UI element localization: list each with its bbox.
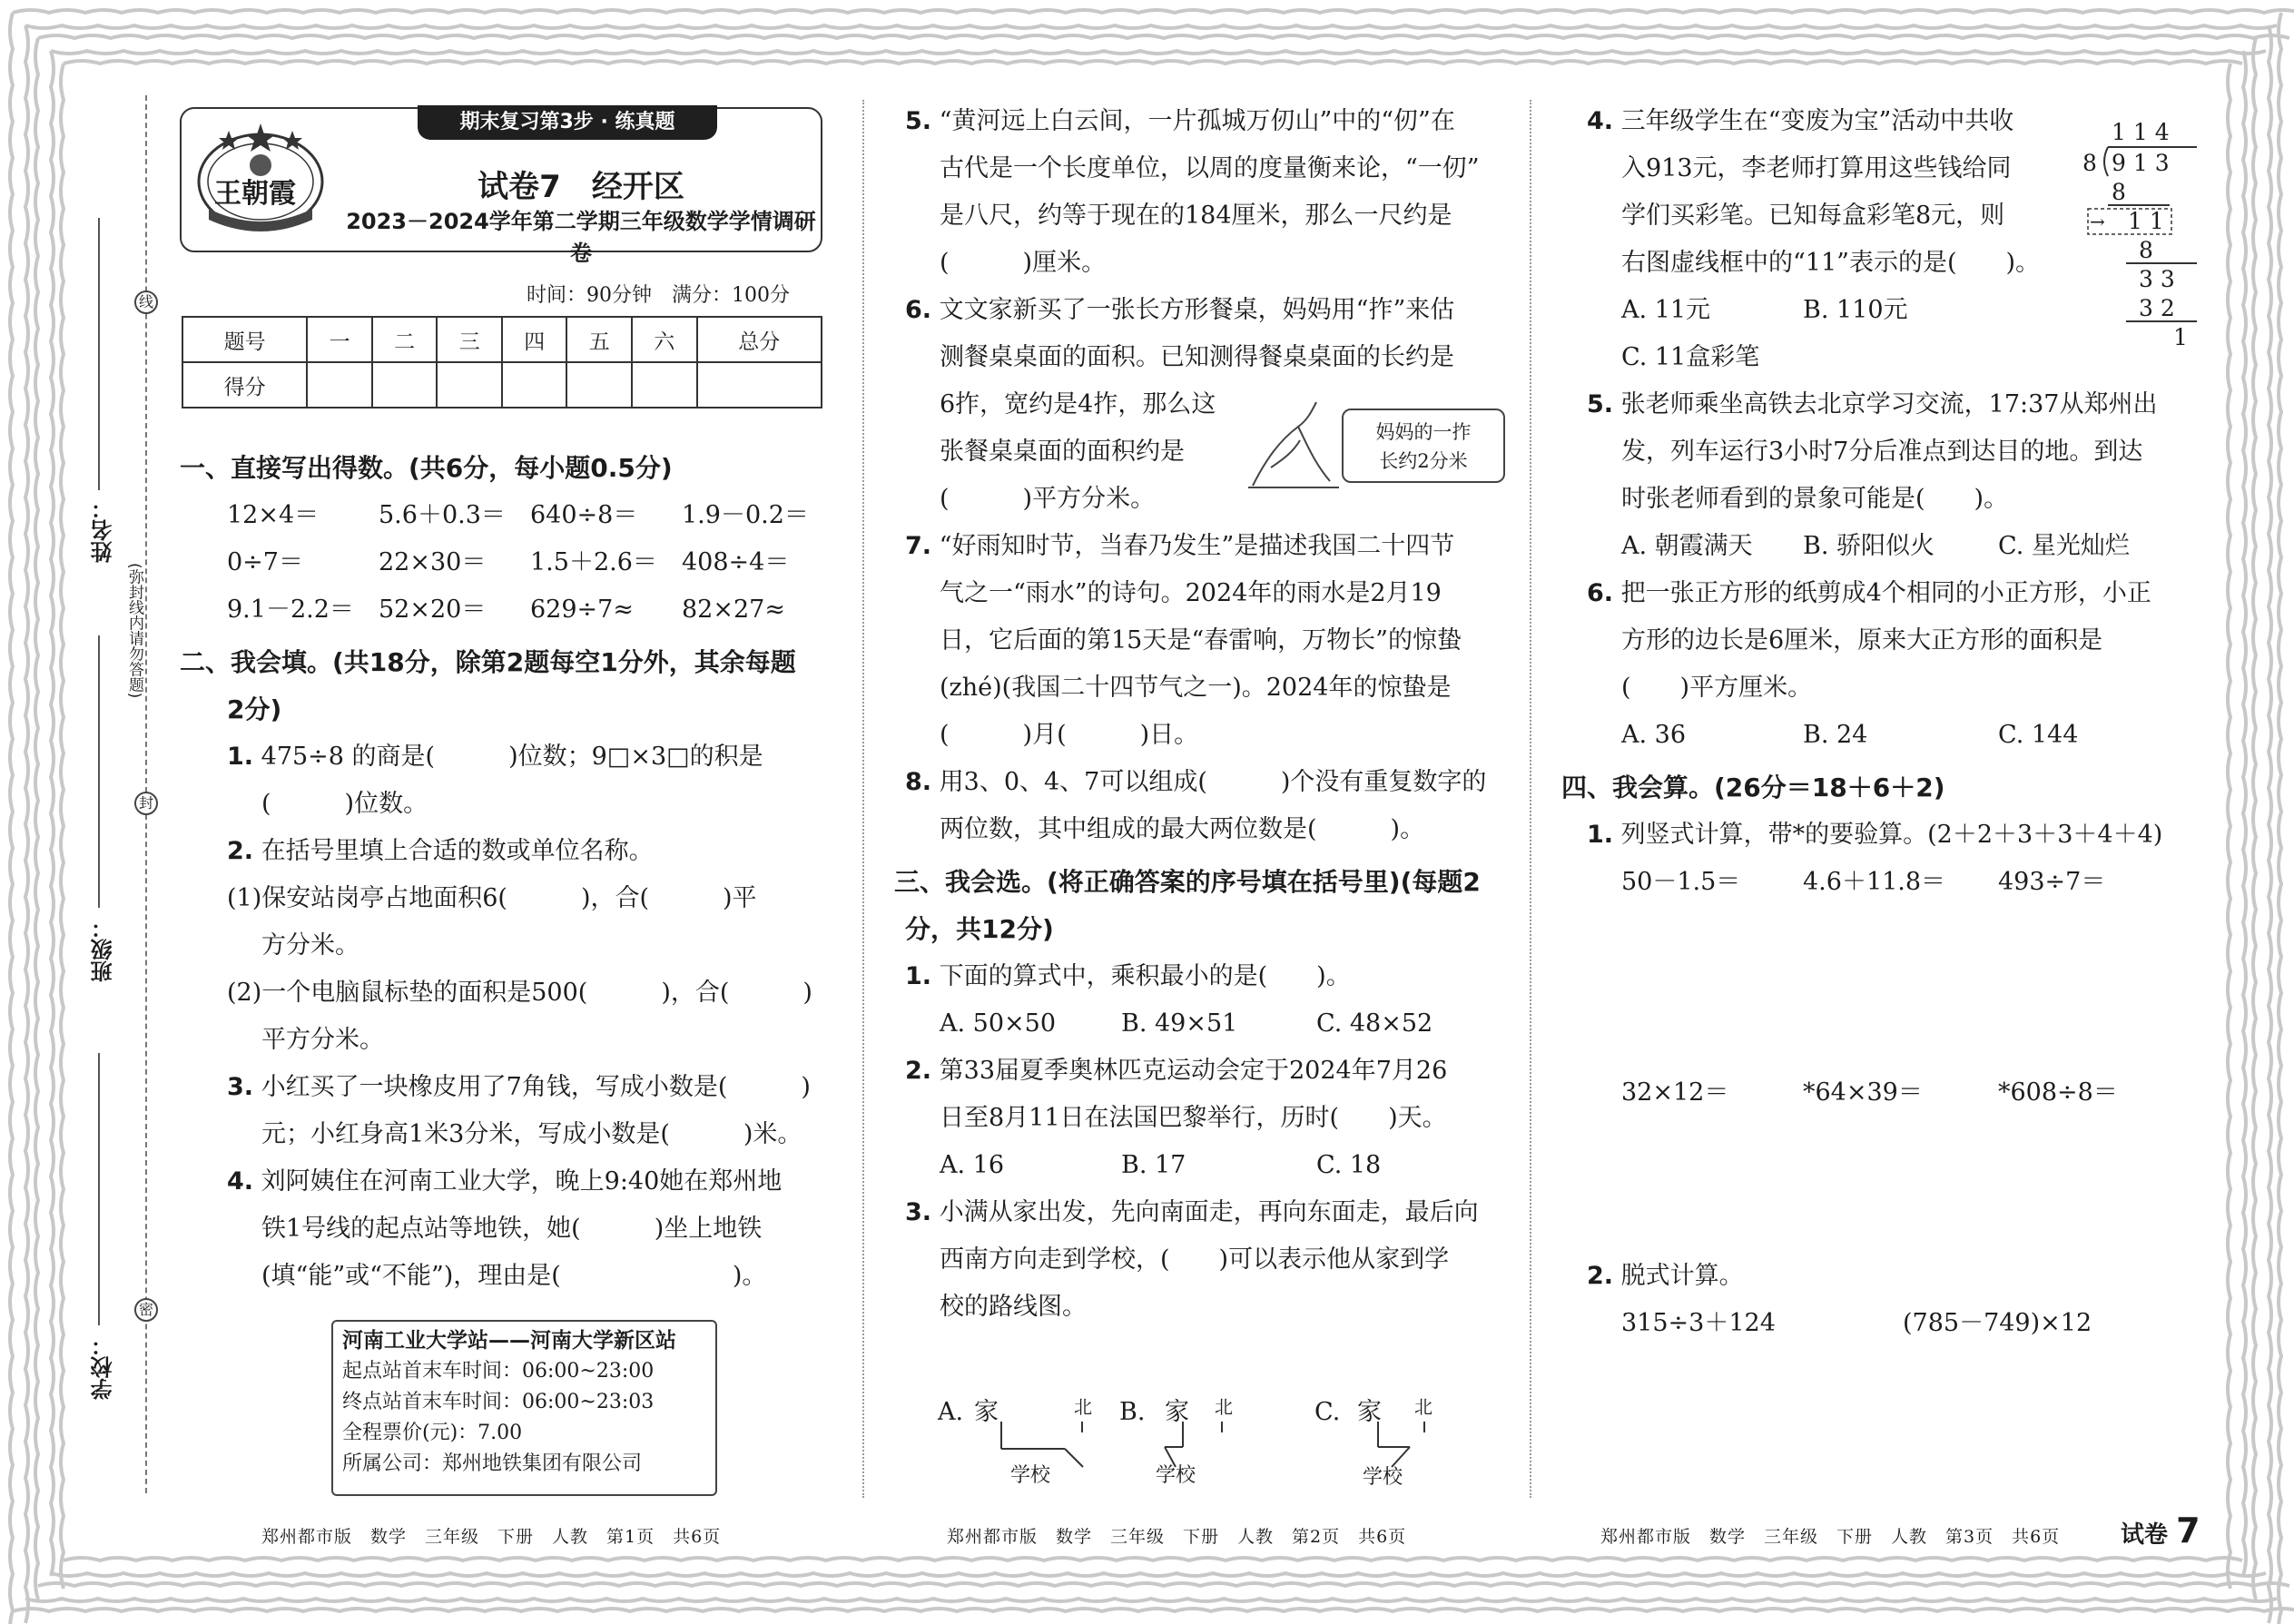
choice-option[interactable]: B. 49×51: [1121, 1009, 1238, 1038]
north-label: 北: [1215, 1396, 1233, 1418]
choice-option[interactable]: A. 11元: [1621, 296, 1711, 324]
calc-item: 1.5＋2.6＝: [530, 548, 657, 576]
calc-item: 4.6＋11.8＝: [1803, 868, 1946, 896]
seal-mark-xian: 线: [134, 290, 158, 314]
calc-item: 32×12＝: [1621, 1078, 1729, 1107]
question-text: ( )月( )日。: [940, 721, 1199, 749]
choice-option[interactable]: C.: [1314, 1398, 1341, 1426]
calc-item: 1.9－0.2＝: [682, 501, 809, 529]
question-number: 8.: [905, 768, 932, 796]
question-text: 古代是一个长度单位，以周的度量衡来论，“一仞”: [940, 154, 1480, 182]
question-text: (2)一个电脑鼠标垫的面积是500( )，合( ): [227, 979, 812, 1007]
division-quotient: 1 1 4: [2112, 119, 2170, 145]
score-header-cell: 总分: [697, 317, 822, 362]
choice-option[interactable]: A. 16: [940, 1151, 1005, 1179]
question-number: 6.: [1587, 579, 1614, 607]
choice-option[interactable]: B. 24: [1803, 721, 1868, 749]
exam-code-number: 7: [2176, 1511, 2200, 1550]
calc-row: [180, 492, 833, 539]
division-step: 8: [2139, 237, 2153, 263]
calc-row: [180, 539, 833, 586]
calc-item: 315÷3＋124: [1621, 1309, 1776, 1337]
speech-bubble: [1342, 408, 1505, 483]
school-label: 学校: [1010, 1464, 1051, 1487]
metro-line: 所属公司：郑州地铁集团有限公司: [342, 1452, 643, 1475]
question-text: 小红买了一块橡皮用了7角钱，写成小数是( ): [261, 1073, 811, 1101]
seal-mark-feng: 封: [134, 792, 158, 815]
calc-item: 629÷7≈: [530, 595, 634, 624]
section-2-title: 二、我会填。(共18分，除第2题每空1分外，其余每题: [180, 647, 796, 677]
working-space[interactable]: [1561, 906, 2197, 1069]
question-text: 用3、0、4、7可以组成( )个没有重复数字的: [939, 768, 1487, 796]
calc-item: 408÷4＝: [682, 548, 790, 576]
working-space[interactable]: [1561, 1117, 2197, 1253]
metro-line: 终点站首末车时间：06:00~23:03: [342, 1391, 655, 1413]
header-tag: 期末复习第3步 · 练真题: [418, 105, 717, 140]
question-text: (填“能”或“不能”)，理由是( )。: [261, 1262, 767, 1290]
seal-note: (弥封线内请勿答题): [125, 563, 143, 699]
question-text: “黄河远上白云间，一片孤城万仞山”中的“仞”在: [939, 107, 1455, 135]
choice-q1: [894, 953, 1530, 1000]
choice-option[interactable]: B.: [1119, 1398, 1146, 1426]
question-text: 列竖式计算，带*的要验算。(2＋2＋3＋3＋4＋4): [1620, 821, 2163, 849]
bubble-text: 妈妈的一拃: [1375, 421, 1472, 443]
question-text: 下面的算式中，乘积最小的是( )。: [939, 962, 1351, 990]
calc-item: 22×30＝: [379, 548, 487, 576]
choice-option[interactable]: A.: [938, 1398, 964, 1426]
name-field[interactable]: [98, 218, 100, 490]
division-remainder: 1: [2173, 324, 2188, 350]
question-number: 2.: [1587, 1262, 1614, 1290]
school-label: 学校: [1363, 1466, 1403, 1489]
score-table: [182, 316, 822, 408]
section-3-title: 三、我会选。(将正确答案的序号填在括号里)(每题2: [894, 867, 1481, 897]
question-text: 元；小红身高1米3分米，写成小数是( )米。: [261, 1120, 802, 1148]
question-text: 两位数，其中组成的最大两位数是( )。: [940, 815, 1425, 843]
choice-option[interactable]: B. 110元: [1803, 296, 1908, 324]
metro-title: 河南工业大学站——河南大学新区站: [342, 1329, 676, 1353]
column-divider: [862, 100, 864, 1498]
section-4-title: 四、我会算。(26分＝18＋6＋2): [1561, 773, 1945, 802]
section-2-title-cont: 2分): [227, 694, 282, 724]
question-text: “好雨知时节，当春乃发生”是描述我国二十四节: [939, 532, 1455, 560]
choice-options: [1561, 712, 2197, 759]
arrow-icon: →: [2090, 211, 2105, 232]
question-text: 日，它后面的第15天是“春雷响，万物长”的惊蛰: [940, 626, 1462, 655]
calc-q1: [1561, 812, 2197, 859]
calc-item: 52×20＝: [379, 595, 487, 624]
metro-info-box: [331, 1320, 717, 1496]
exam-title: 试卷7 经开区: [478, 169, 684, 205]
hand-span-icon: [1244, 395, 1344, 495]
score-cell[interactable]: [502, 362, 567, 408]
question-text: 铁1号线的起点站等地铁，她( )坐上地铁: [261, 1215, 763, 1243]
choice-option[interactable]: C. 18: [1316, 1151, 1382, 1179]
metro-line: 全程票价(元)：7.00: [342, 1422, 523, 1444]
score-header-cell: 四: [502, 317, 567, 362]
question-text: 方形的边长是6厘米，原来大正方形的面积是: [1621, 626, 2103, 655]
exam-subtitle: 2023－2024学年第二学期三年级数学学情调研卷: [346, 209, 816, 266]
fill-q2: [180, 828, 833, 875]
question-number: 2.: [905, 1057, 932, 1085]
exam-code-label: 试卷: [2121, 1521, 2169, 1549]
question-text: 西南方向走到学校，( )可以表示他从家到学: [940, 1245, 1450, 1274]
class-field[interactable]: [98, 635, 100, 908]
question-text: 刘阿姨住在河南工业大学，晚上9:40她在郑州地: [261, 1167, 783, 1196]
question-text: (1)保安站岗亭占地面积6( )，合( )平: [227, 884, 757, 912]
choice-option[interactable]: C. 星光灿烂: [1998, 532, 2130, 560]
fill-q8: [894, 759, 1530, 806]
question-text: 入913元，李老师打算用这些钱给同: [1621, 154, 2012, 182]
division-step: 3 2: [2139, 295, 2175, 321]
choice-q3: [894, 1189, 1530, 1236]
question-number: 4.: [1587, 107, 1614, 135]
division-divisor: 8: [2082, 150, 2097, 176]
question-number: 4.: [227, 1167, 254, 1196]
fill-q3: [180, 1064, 833, 1111]
question-text: 日至8月11日在法国巴黎举行，历时( )天。: [940, 1104, 1447, 1132]
fill-q6: [894, 287, 1530, 334]
question-text: 时张老师看到的景象可能是( )。: [1621, 485, 2009, 513]
calc-q2: [1561, 1253, 2197, 1300]
page-footer-1: 郑州都市版 数学 三年级 下册 人教 第1页 共6页: [261, 1527, 722, 1547]
choice-option[interactable]: A. 36: [1621, 721, 1687, 749]
division-step: 8: [2112, 179, 2126, 205]
north-label: 北: [1414, 1396, 1433, 1418]
fill-q5: [894, 98, 1530, 145]
question-text: 右图虚线框中的“11”表示的是( )。: [1621, 249, 2041, 277]
calc-item: 640÷8＝: [530, 501, 638, 529]
column-divider: [1530, 100, 1531, 1498]
bubble-text: 长约2分米: [1379, 450, 1468, 472]
question-number: 5.: [905, 107, 932, 135]
question-text: 测餐桌桌面的面积。已知测得餐桌桌面的长约是: [940, 343, 1454, 371]
score-row-label: 得分: [182, 362, 307, 408]
calc-row: [180, 586, 833, 634]
calc-row: [1561, 859, 2197, 906]
choice-q5: [1561, 381, 2197, 428]
score-cell[interactable]: [372, 362, 438, 408]
column-2: [894, 98, 1530, 1331]
calc-item: 50－1.5＝: [1621, 868, 1741, 896]
section-1: [180, 445, 833, 1300]
time-score-info: 时间：90分钟 满分：100分: [527, 284, 790, 307]
route-diagrams: [938, 1389, 1537, 1498]
question-text: 在括号里填上合适的数或单位名称。: [261, 837, 654, 865]
north-label: 北: [1074, 1396, 1092, 1418]
question-text: 校的路线图。: [940, 1293, 1087, 1321]
question-text: 文文家新买了一张长方形餐桌，妈妈用“拃”来估: [939, 296, 1455, 324]
score-cell[interactable]: [307, 362, 372, 408]
question-text: 小满从家出发，先向南面走，再向东面走，最后向: [939, 1198, 1479, 1226]
school-label: 学校：: [91, 1334, 116, 1400]
home-label: 家: [974, 1398, 999, 1426]
calc-item: 5.6＋0.3＝: [379, 501, 506, 529]
question-text: 张餐桌桌面的面积约是: [940, 438, 1185, 466]
calc-row: [1561, 1069, 2197, 1117]
choice-q2: [894, 1048, 1530, 1095]
question-text: 方分米。: [261, 931, 359, 960]
question-text: 平方分米。: [261, 1026, 384, 1054]
section-1-title: 一、直接写出得数。(共6分，每小题0.5分): [180, 453, 673, 483]
choice-options: [894, 1142, 1530, 1189]
logo-text: 王朝霞: [214, 178, 296, 210]
exam-code: [2121, 1511, 2200, 1550]
score-cell[interactable]: [437, 362, 502, 408]
score-header-cell: 三: [437, 317, 502, 362]
home-label: 家: [1165, 1398, 1189, 1426]
question-text: ( )位数。: [261, 790, 428, 818]
page-footer-2: 郑州都市版 数学 三年级 下册 人教 第2页 共6页: [947, 1527, 1407, 1547]
question-text: ( )平方分米。: [940, 485, 1156, 513]
class-label: 班级：: [91, 917, 116, 982]
question-number: 5.: [1587, 390, 1614, 418]
question-text: ( )平方厘米。: [1621, 674, 1813, 702]
school-label: 学校: [1156, 1464, 1196, 1487]
question-number: 3.: [905, 1198, 932, 1226]
score-header-cell: 五: [566, 317, 632, 362]
metro-line: 起点站首末车时间：06:00~23:00: [342, 1360, 655, 1383]
section-3-title-cont: 分，共12分): [905, 914, 1054, 944]
calc-item: 82×27≈: [682, 595, 785, 624]
choice-option[interactable]: C. 48×52: [1316, 1009, 1433, 1038]
question-text: 6拃，宽约是4拃，那么这: [940, 390, 1216, 418]
school-field[interactable]: [98, 1053, 100, 1325]
choice-options: [1561, 523, 2197, 570]
calc-item: 12×4＝: [227, 501, 320, 529]
score-table-row: [182, 362, 822, 408]
seal-mark-mi: 密: [134, 1298, 158, 1322]
question-text: 学们买彩笔。已知每盒彩笔8元，则: [1621, 202, 2005, 230]
division-dividend: 9 1 3: [2112, 150, 2170, 176]
question-number: 2.: [227, 837, 254, 865]
division-step: 1 1: [2128, 208, 2164, 234]
choice-option[interactable]: C. 144: [1998, 721, 2079, 749]
calc-item: 0÷7＝: [227, 548, 303, 576]
calc-item: 493÷7＝: [1998, 868, 2106, 896]
question-text: ( )厘米。: [940, 249, 1107, 277]
calc-item: 9.1－2.2＝: [227, 595, 354, 624]
question-number: 1.: [905, 962, 932, 990]
question-text: 是八尺，约等于现在的184厘米，那么一尺约是: [940, 202, 1452, 230]
choice-option[interactable]: A. 朝霞满天: [1621, 532, 1753, 560]
question-text: 张老师乘坐高铁去北京学习交流，17:37从郑州出: [1620, 390, 2158, 418]
question-text: 脱式计算。: [1620, 1262, 1744, 1290]
home-label: 家: [1357, 1398, 1382, 1426]
question-text: 三年级学生在“变废为宝”活动中共收: [1620, 107, 2014, 135]
question-text: 发，列车运行3小时7分后准点到达目的地。到达: [1621, 438, 2143, 466]
choice-option[interactable]: B. 骄阳似火: [1803, 532, 1935, 560]
fill-q1: [180, 733, 833, 781]
question-text: 475÷8 的商是( )位数；9□×3□的积是: [261, 743, 763, 771]
score-header-cell: 题号: [182, 317, 307, 362]
score-header-cell: 六: [632, 317, 697, 362]
question-number: 1.: [227, 743, 254, 771]
question-number: 3.: [227, 1073, 254, 1101]
choice-option[interactable]: A. 50×50: [940, 1009, 1056, 1038]
fill-q4: [180, 1158, 833, 1206]
choice-q6: [1561, 570, 2197, 617]
question-text: (zhé)(我国二十四节气之一)。2024年的惊蛰是: [940, 674, 1452, 702]
question-number: 7.: [905, 532, 932, 560]
calc-item: (785－749)×12: [1903, 1309, 2092, 1337]
score-cell[interactable]: [566, 362, 632, 408]
score-cell[interactable]: [632, 362, 697, 408]
fill-q7: [894, 523, 1530, 570]
calc-row: [1561, 1300, 2197, 1347]
question-number: 6.: [905, 296, 932, 324]
score-header-cell: 二: [372, 317, 438, 362]
calc-item: *64×39＝: [1803, 1078, 1923, 1107]
question-text: 把一张正方形的纸剪成4个相同的小正方形，小正: [1620, 579, 2151, 607]
question-text: 第33届夏季奥林匹克运动会定于2024年7月26: [939, 1057, 1448, 1085]
choice-option[interactable]: B. 17: [1121, 1151, 1186, 1179]
score-table-header-row: [182, 317, 822, 362]
name-label: 姓名：: [91, 497, 116, 563]
question-text: 气之一“雨水”的诗句。2024年的雨水是2月19: [940, 579, 1442, 607]
score-cell[interactable]: [697, 362, 822, 408]
choice-option[interactable]: C. 11盒彩笔: [1621, 343, 1760, 371]
score-header-cell: 一: [307, 317, 372, 362]
choice-options: [894, 1000, 1530, 1048]
calc-item: *608÷8＝: [1998, 1078, 2118, 1107]
division-step: 3 3: [2139, 266, 2175, 292]
page-footer-3: 郑州都市版 数学 三年级 下册 人教 第3页 共6页: [1600, 1527, 2061, 1547]
question-number: 1.: [1587, 821, 1614, 849]
